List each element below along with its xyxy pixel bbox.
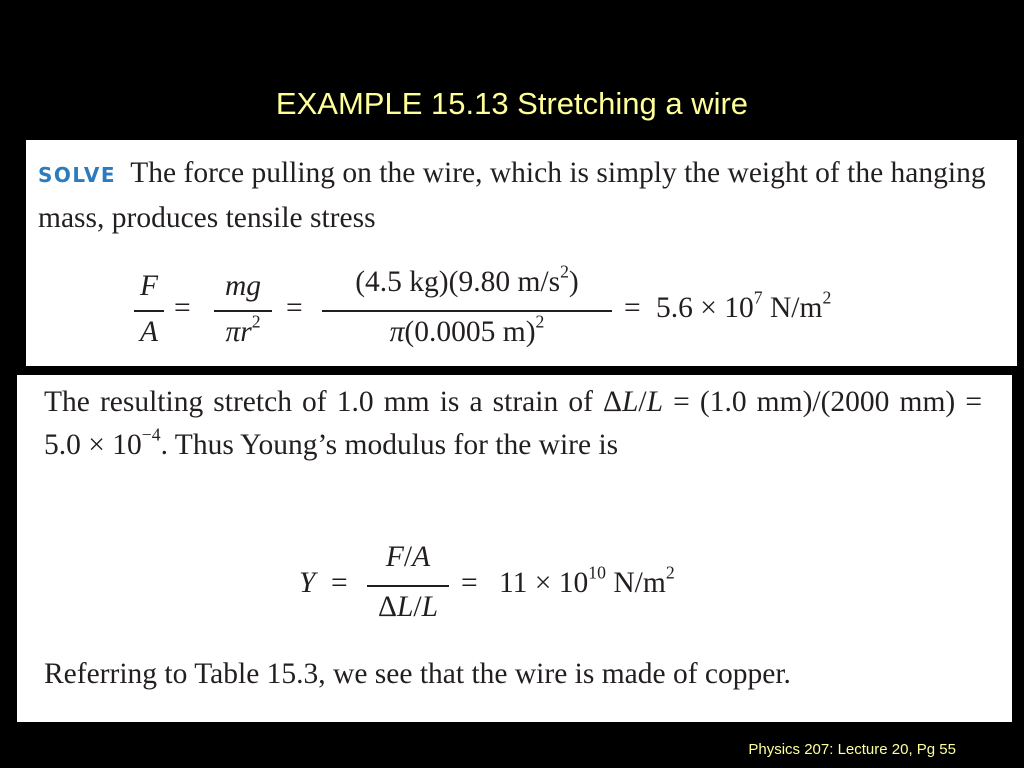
- frac2-pi: π: [225, 316, 241, 348]
- fraction-bar: [322, 310, 612, 312]
- den-L2: L: [421, 591, 439, 623]
- modulus-result: [499, 562, 675, 600]
- equals-sign: =: [174, 292, 191, 324]
- frac3-numerator-exp: 2: [560, 261, 569, 282]
- frac2-exponent: 2: [251, 311, 261, 332]
- youngs-modulus-equation: [299, 537, 799, 637]
- frac3-denominator-exp: 2: [535, 311, 545, 332]
- num-A: A: [412, 541, 431, 573]
- solve-panel: [26, 140, 1017, 366]
- den-L1: L: [396, 591, 414, 623]
- strain-panel: [17, 375, 1012, 722]
- frac3-numerator-a: (4.5 kg)(9.80 m/s: [355, 266, 561, 298]
- den-slash: /: [413, 591, 422, 623]
- stress-result-exp: 7: [753, 287, 763, 308]
- slide-title: EXAMPLE 15.13 Stretching a wire: [275, 86, 749, 121]
- frac3-numerator-b: ): [568, 266, 579, 298]
- conclusion-text: Referring to Table 15.3, we see that the wire is made of copper.: [44, 658, 791, 690]
- numeric-fraction: [322, 262, 612, 362]
- strain-text-a: The resulting stretch of 1.0 mm is a strain of Δ: [44, 386, 622, 418]
- strain-L2: L: [646, 386, 664, 418]
- strain-L1: L: [621, 386, 639, 418]
- stress-result-a: 5.6 × 10: [656, 292, 754, 324]
- modulus-result-a: 11 × 10: [499, 567, 589, 599]
- frac1-numerator: F: [139, 270, 159, 302]
- stress-result: [656, 287, 832, 325]
- mg-over-pi-r2-fraction: [214, 262, 272, 362]
- strain-paragraph: [44, 381, 982, 467]
- strain-exponent: −4: [141, 424, 161, 445]
- num-slash: /: [403, 541, 413, 573]
- stress-result-unit: N/m: [762, 292, 823, 324]
- slide-footer: Physics 207: Lecture 20, Pg 55: [748, 741, 956, 758]
- modulus-result-unit-exp: 2: [665, 562, 675, 583]
- frac2-numerator: mg: [224, 270, 262, 302]
- strain-text-c: . Thus Young’s modulus for the wire is: [160, 429, 619, 461]
- strain-text-b: = (1.0 mm)/(2000 mm) = 5.0 × 10: [44, 386, 982, 461]
- equals-sign: =: [286, 292, 303, 324]
- stress-over-strain-fraction: [367, 537, 449, 637]
- frac3-denominator: (0.0005 m): [404, 316, 536, 348]
- solve-label: SOLVE: [38, 163, 117, 187]
- den-delta: Δ: [377, 591, 397, 623]
- frac3-pi: π: [389, 316, 405, 348]
- fraction-bar: [134, 310, 164, 312]
- num-F: F: [385, 541, 404, 573]
- frac1-denominator: A: [139, 316, 159, 348]
- equals-sign: =: [461, 567, 478, 599]
- equals-sign: =: [331, 567, 348, 599]
- modulus-result-exp: 10: [588, 562, 606, 583]
- stress-equation: [134, 262, 994, 362]
- fraction-bar: [367, 585, 449, 587]
- fraction-bar: [214, 310, 272, 312]
- modulus-result-unit: N/m: [605, 567, 666, 599]
- frac2-r: r: [240, 316, 252, 348]
- strain-slash: /: [638, 386, 647, 418]
- f-over-a-fraction: [134, 262, 164, 362]
- solve-paragraph: [38, 152, 998, 240]
- solve-text: The force pulling on the wire, which is simply the weight of the hanging mass, produces tensile stress: [38, 157, 986, 234]
- y-symbol: Y: [299, 567, 316, 599]
- stress-result-unit-exp: 2: [822, 287, 832, 308]
- equals-sign: =: [624, 292, 641, 324]
